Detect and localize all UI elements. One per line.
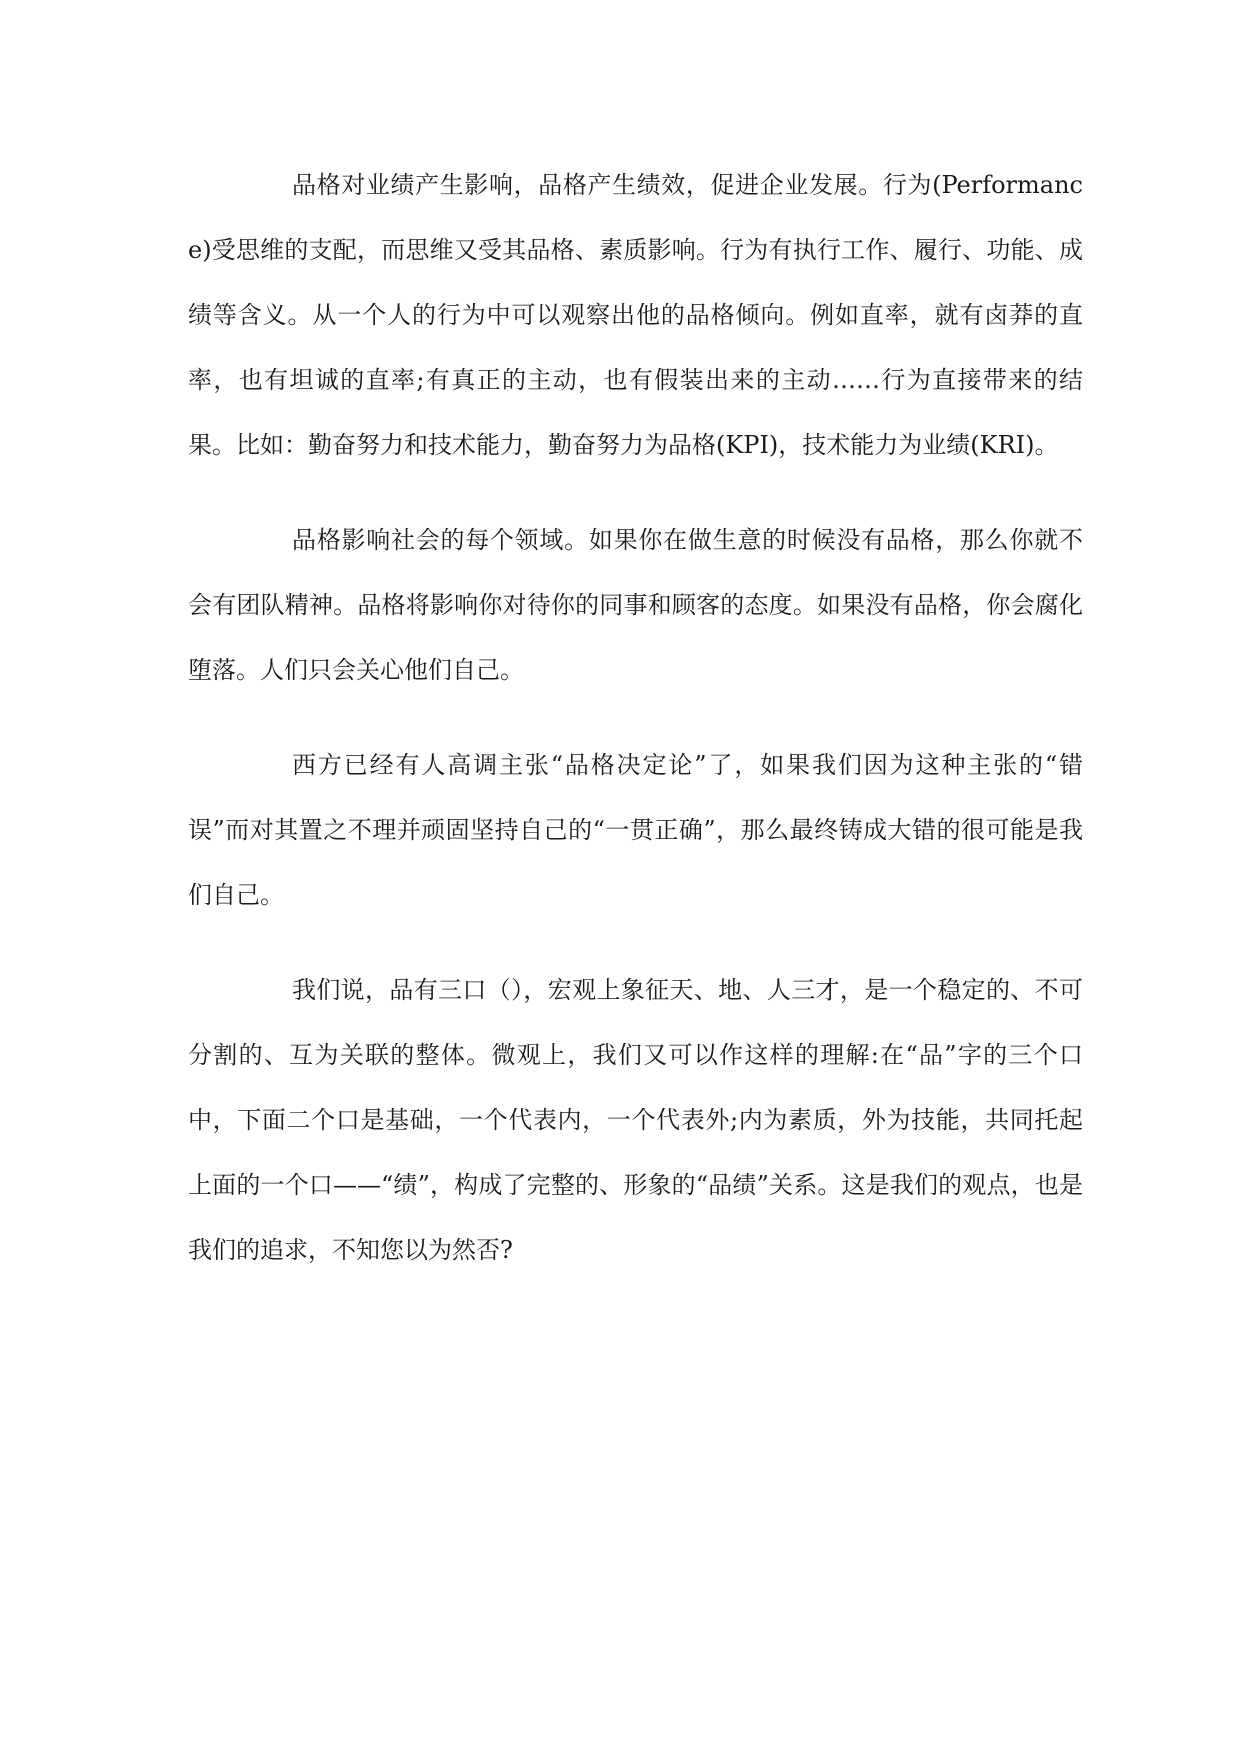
paragraph-3: 西方已经有人高调主张“品格决定论”了，如果我们因为这种主张的“错误”而对其置之不理并顽固坚持自己的“一贯正确”，那么最终铸成大错的很可能是我们自己。 <box>188 751 1083 909</box>
paragraph-1: 品格对业绩产生影响，品格产生绩效，促进企业发展。行为(Performance)受思维的支配，而思维又受其品格、素质影响。行为有执行工作、履行、功能、成绩等含义。从一个人的行为中可以观察出他的品格倾向。例如直率，就有卤莽的直率，也有坦诚的直率;有真正的主动，也有假装出来的主动……行为直接带来的结果。比如：勤奋努力和技术能力，勤奋努力为品格(KPI)，技术能力为业绩(KRI)。 <box>188 171 1083 459</box>
paragraph-2: 品格影响社会的每个领域。如果你在做生意的时候没有品格，那么你就不会有团队精神。品格将影响你对待你的同事和顾客的态度。如果没有品格，你会腐化堕落。人们只会关心他们自己。 <box>188 526 1083 684</box>
paragraph-spacer <box>188 928 1083 958</box>
paragraph-4: 我们说，品有三口（），宏观上象征天、地、人三才，是一个稳定的、不可分割的、互为关联的整体。微观上，我们又可以作这样的理解:在“品”字的三个口中，下面二个口是基础，一个代表内，一个代表外;内为素质，外为技能，共同托起上面的一个口——“绩”，构成了完整的、形象的“品绩”关系。这是我们的观点，也是我们的追求，不知您以为然否? <box>188 976 1083 1264</box>
paragraph-spacer <box>188 478 1083 508</box>
paragraph-spacer <box>188 703 1083 733</box>
document-body <box>188 153 1083 1283</box>
